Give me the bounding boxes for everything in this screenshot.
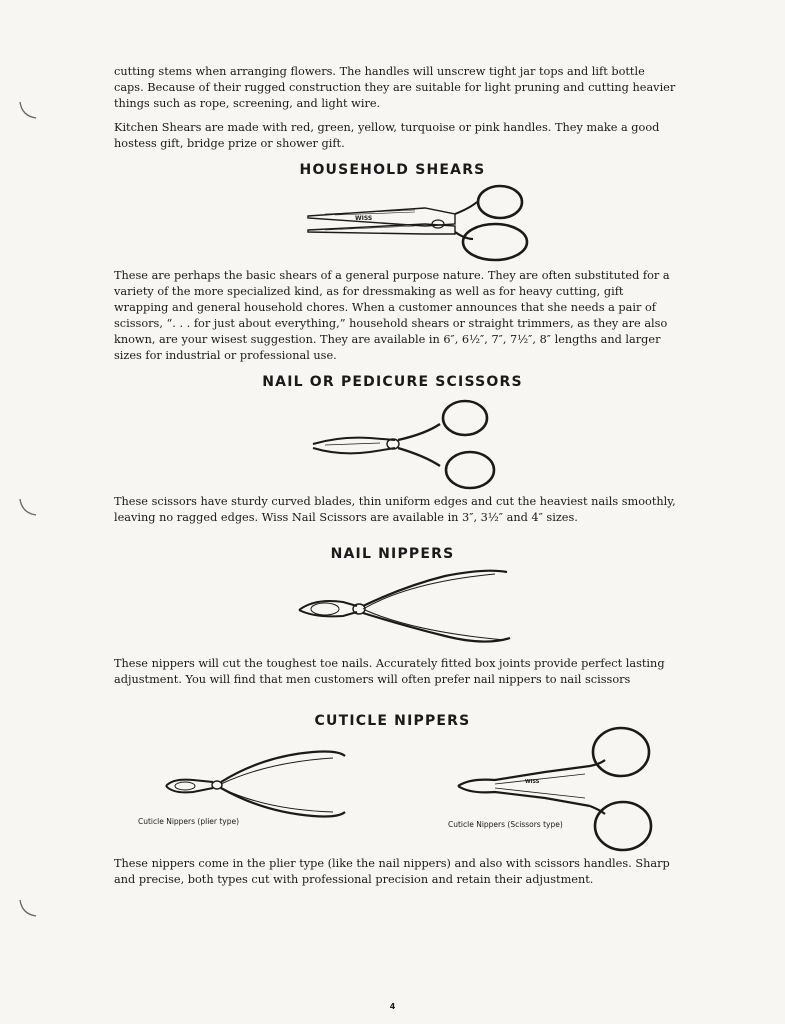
household-shears-paragraph: These are perhaps the basic shears of a general purpose nature. They are often substituted for a variety of the more specialized kind, as for dressmaking as well as for heavy cutting, gift wrapping and general household chores. When a customer announces that she needs a pair of scissors, “. . . for just about everything,” household shears or straight trimmers, as they are also known, are your wisest suggestion. They are available in 6″, 6½″, 7″, 7½″, 8″ lengths and larger sizes for industrial or professional use.	[114, 269, 670, 362]
household-shears-illustration	[305, 184, 535, 266]
cuticle-nippers-heading: CUTICLE NIPPERS	[314, 713, 471, 729]
blade-mark: WISS	[355, 215, 373, 222]
cuticle-nippers-scissors-illustration	[455, 726, 655, 854]
blade-mark: WISS	[525, 779, 540, 785]
binder-hole-icon	[16, 898, 40, 920]
nail-nippers-heading: NAIL NIPPERS	[330, 546, 455, 562]
caption-scissors: Cuticle Nippers (Scissors type)	[448, 820, 563, 829]
nail-scissors-paragraph: These scissors have sturdy curved blades, thin uniform edges and cut the heaviest nails smoothly, leaving no ragged edges. Wiss Nail Scissors are available in 3″, 3½″ and 4″ sizes.	[114, 495, 676, 524]
caption-plier: Cuticle Nippers (plier type)	[138, 817, 240, 826]
nail-nippers-paragraph: These nippers will cut the toughest toe nails. Accurately fitted box joints provide perfect lasting adjustment. You will find that men customers will often prefer nail nippers to nail scissors	[114, 657, 665, 686]
nail-scissors-illustration	[310, 398, 500, 494]
binder-hole-icon	[16, 100, 40, 122]
cuticle-nippers-plier-illustration	[163, 742, 353, 822]
kitchen-shears-paragraph: Kitchen Shears are made with red, green, yellow, turquoise or pink handles. They make a good hostess gift, bridge prize or shower gift.	[114, 121, 660, 150]
nail-nippers-illustration	[295, 566, 517, 650]
binder-hole-icon	[16, 497, 40, 519]
household-shears-heading: HOUSEHOLD SHEARS	[299, 162, 486, 178]
cuticle-nippers-paragraph: These nippers come in the plier type (like the nail nippers) and also with scissors handles. Sharp and precise, both types cut with professional precision and retain their adjustment.	[114, 857, 670, 886]
nail-scissors-heading: NAIL OR PEDICURE SCISSORS	[262, 374, 523, 390]
page-number: 4	[389, 1002, 396, 1011]
intro-paragraph: cutting stems when arranging flowers. The handles will unscrew tight jar tops and lift bottle caps. Because of their rugged construction they are suitable for light pruning and cutting heavier things such as rope, screening, and light wire.	[114, 65, 676, 110]
